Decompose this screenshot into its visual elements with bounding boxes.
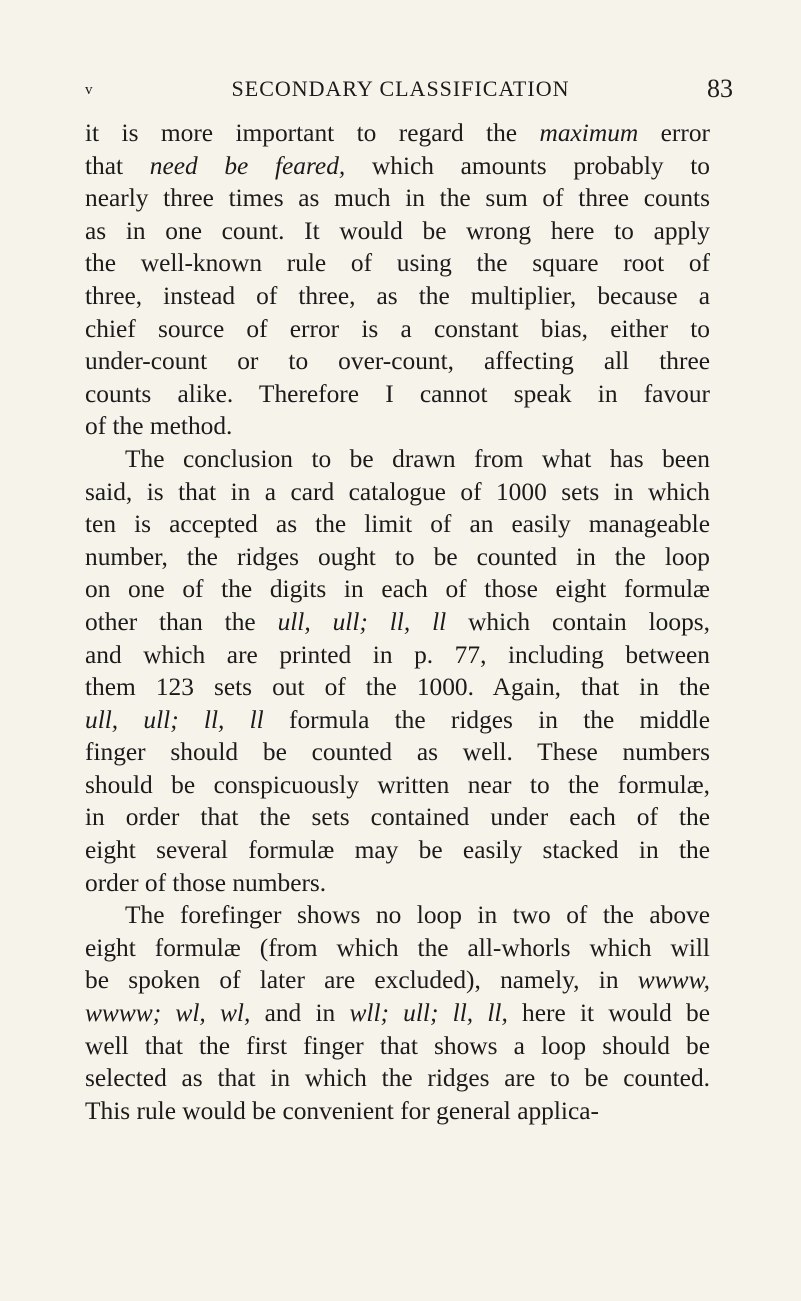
text-run: selected as that in which the ridges are to be counted. xyxy=(85,1064,710,1093)
text-line xyxy=(85,508,710,541)
chapter-number: v xyxy=(85,82,93,98)
text-line xyxy=(85,1030,710,1063)
text-run: that xyxy=(85,151,150,180)
text-line xyxy=(85,150,710,183)
italic-text: wll; ull; ll, ll, xyxy=(349,999,508,1028)
text-run: the well-known rule of using the square root of xyxy=(85,249,710,278)
text-line xyxy=(85,541,710,574)
text-run: them 123 sets out of the 1000. Again, that in the xyxy=(85,673,710,702)
text-run: counts alike. Therefore I cannot speak in favour xyxy=(85,379,710,408)
italic-text: maximum xyxy=(539,119,639,147)
text-line xyxy=(85,801,710,834)
text-line xyxy=(85,997,710,1030)
text-run: ten is accepted as the limit of an easily manageable xyxy=(85,510,710,539)
text-run: and which are printed in p. 77, including between xyxy=(85,640,710,669)
text-run: it is more important to regard the xyxy=(85,119,540,147)
text-run: finger should be counted as well. These numbers xyxy=(85,738,710,767)
text-line xyxy=(85,606,710,639)
text-line xyxy=(85,280,710,313)
text-line xyxy=(85,345,710,378)
text-run: and in xyxy=(250,999,350,1028)
text-line xyxy=(85,247,710,280)
italic-text: ull, ull; ll, ll xyxy=(277,607,447,636)
text-run: should be conspicuously written near to the formulæ, xyxy=(85,770,710,799)
text-run: be spoken of later are excluded), namely, in xyxy=(85,966,638,995)
text-run: said, is that in a card catalogue of 1000 sets in which xyxy=(85,477,710,506)
text-line xyxy=(85,964,710,997)
text-line xyxy=(85,867,710,900)
text-run: number, the ridges ought to be counted in the loop xyxy=(85,542,710,571)
text-line xyxy=(85,313,710,346)
text-line xyxy=(85,476,710,509)
text-run: order of those numbers. xyxy=(85,868,327,897)
text-run: eight formulæ (from which the all-whorls which will xyxy=(85,933,710,962)
italic-text: ull, ull; ll, ll xyxy=(85,705,264,734)
text-run: well that the first finger that shows a loop should be xyxy=(85,1031,710,1060)
text-run: which amounts probably to xyxy=(345,151,710,180)
text-line xyxy=(85,932,710,965)
text-line xyxy=(85,378,710,411)
text-line xyxy=(85,1062,710,1095)
text-run: under-count or to over-count, affecting all three xyxy=(85,347,710,376)
italic-text: wwww; wl, wl, xyxy=(85,999,251,1028)
text-run: chief source of error is a constant bias, either to xyxy=(85,314,710,343)
text-run: other than the xyxy=(85,607,278,636)
text-run: error xyxy=(638,119,710,147)
text-run: here it would be xyxy=(507,999,710,1028)
italic-text: wwww, xyxy=(637,966,710,995)
running-title: SECONDARY CLASSIFICATION xyxy=(231,76,570,101)
text-line xyxy=(85,182,710,215)
italic-text: need be feared, xyxy=(149,151,346,180)
text-line xyxy=(85,671,710,704)
body-text xyxy=(85,117,710,1127)
text-line xyxy=(85,899,710,932)
text-line xyxy=(85,117,710,150)
page-number: 83 xyxy=(707,74,733,103)
text-line xyxy=(85,573,710,606)
text-line xyxy=(85,1095,710,1128)
text-run: The forefinger shows no loop in two of the above xyxy=(125,901,710,930)
text-run: which contain loops, xyxy=(446,607,710,636)
text-run: as in one count. It would be wrong here to apply xyxy=(85,216,710,245)
text-run: The conclusion to be drawn from what has been xyxy=(125,444,710,473)
text-line xyxy=(85,215,710,248)
running-head xyxy=(0,74,801,104)
text-line xyxy=(85,834,710,867)
text-run: This rule would be convenient for general applica- xyxy=(85,1096,599,1125)
text-run: of the method. xyxy=(85,412,233,441)
text-line xyxy=(85,704,710,737)
text-line xyxy=(85,410,710,443)
text-run: in order that the sets contained under each of the xyxy=(85,803,710,832)
text-line xyxy=(85,639,710,672)
text-run: formula the ridges in the middle xyxy=(263,705,710,734)
text-run: nearly three times as much in the sum of three counts xyxy=(85,184,710,213)
text-line xyxy=(85,443,710,476)
text-run: three, instead of three, as the multiplier, because a xyxy=(85,281,710,310)
text-run: eight several formulæ may be easily stacked in the xyxy=(85,836,710,865)
text-line xyxy=(85,769,710,802)
text-line xyxy=(85,736,710,769)
text-run: on one of the digits in each of those eight formulæ xyxy=(85,575,710,604)
